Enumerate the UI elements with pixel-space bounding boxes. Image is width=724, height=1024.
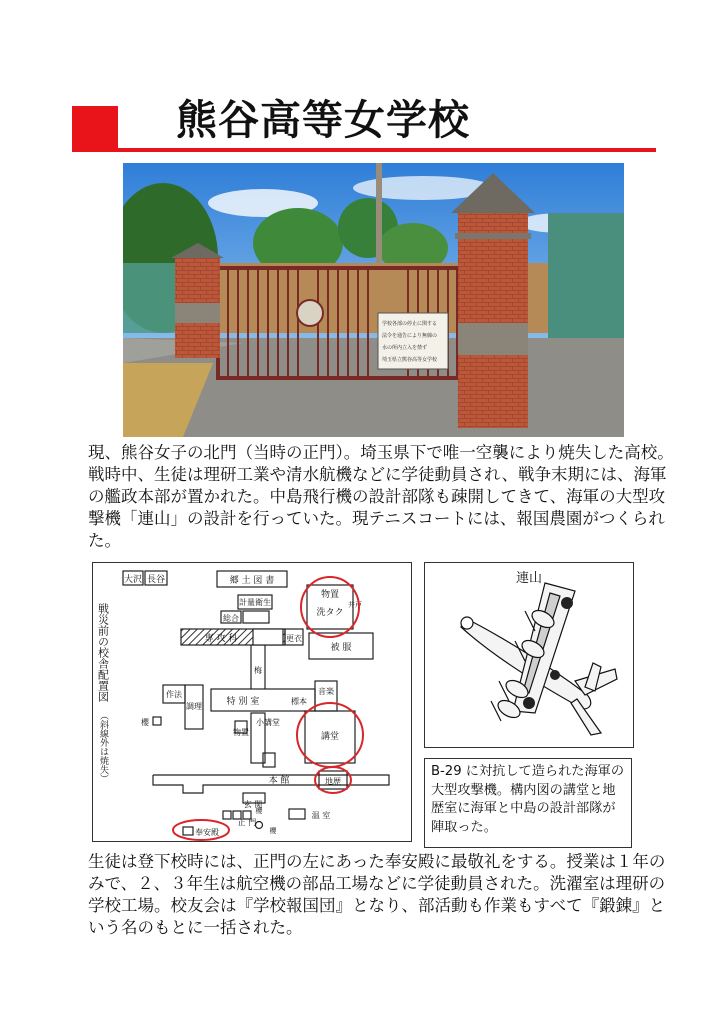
map-label-hyohon: 標本 — [291, 697, 307, 706]
campus-map-drawing — [93, 563, 411, 841]
intro-paragraph: 現、熊谷女子の北門（当時の正門）。埼玉県下で唯一空襲により焼失した高校。戦時中、生徒は理研工業や清水航機などに学徒動員され、戦争末期には、海軍の艦政本部が置かれた。中島飛行機の設計部隊も疎開してきて、海軍の大型攻撃機「連山」の設計を行っていた。現テニスコートには、報国農園がつくられた。 — [88, 443, 674, 550]
map-label-library: 郷 土 図 書 — [229, 576, 275, 586]
map-label-sakura-3: 櫻 — [269, 827, 277, 835]
map-label-ume: 梅 — [254, 666, 262, 675]
map-label-onshitsu: 温 室 — [311, 811, 331, 820]
map-label-monooki: 物置 — [320, 590, 340, 600]
map-vertical-note — [98, 711, 109, 783]
svg-text:（斜線外は焼失）: （斜線外は焼失） — [98, 711, 108, 783]
title-accent-block — [72, 106, 118, 152]
gate-sign-line-2: 法令を通告により無線の — [382, 333, 438, 339]
page-title: 熊谷高等女学校 — [176, 96, 470, 144]
map-label-sakura-1: 櫻 — [141, 718, 149, 727]
svg-text:戦災前の校舎配置図: 戦災前の校舎配置図 — [96, 603, 110, 702]
map-label-honkan: 本 館 — [268, 776, 290, 786]
closing-paragraph: 生徒は登下校時には、正門の左にあった奉安殿に最敬礼をする。授業は１年のみで、２、３年生は航空機の部品工場などに学徒動員された。洗濯室は理研の学校工場。校友会は『学校報国団』となり、部活動も作業もすべて『鍛錬』という名のもとに一括された。 — [88, 852, 666, 937]
campus-map — [92, 562, 412, 842]
map-label-sentaku: 洗タク — [316, 608, 344, 618]
map-label-senkoka: 専 攻 科 — [204, 634, 238, 644]
map-label-chori: 調理 — [186, 702, 202, 711]
renzan-illustration — [424, 562, 634, 748]
map-label-koui: 更衣 — [286, 634, 302, 643]
map-label-chireki: 地歴 — [325, 777, 341, 786]
map-label-koudou: 講堂 — [320, 732, 340, 742]
gate-sign-line-4: 埼玉県立熊谷高等女学校 — [382, 357, 438, 363]
map-label-butsuri: 物置 — [233, 728, 249, 737]
map-label-houanden: 奉安殿 — [195, 828, 219, 837]
map-label-sahou: 作法 — [166, 690, 182, 699]
renzan-caption: B-29 に対抗して造られた海軍の大型攻撃機。構内図の講堂と地歴室に海軍と中島の設計部隊が陣取った。 — [424, 758, 632, 848]
gate-photo — [123, 163, 624, 437]
map-label-ido: 井戸 — [348, 601, 362, 609]
map-label-osawa: 大沢 — [123, 575, 143, 585]
renzan-label: 連山 — [515, 571, 542, 586]
gate-sign-line-3: 水の所内立入を禁ず — [382, 345, 428, 351]
map-label-sogo: 総合 — [223, 614, 239, 623]
map-label-hifuku: 被 服 — [330, 643, 352, 653]
map-vertical-title — [97, 602, 110, 702]
map-label-seimon: 正 門 — [237, 818, 257, 827]
map-label-ongaku: 音楽 — [318, 687, 334, 696]
renzan-aircraft-drawing — [425, 563, 633, 747]
map-label-tokubetsushitsu: 特 別 室 — [226, 697, 260, 707]
gate-photo-illustration — [123, 163, 624, 437]
map-label-keiryo: 計量衛生 — [239, 598, 271, 607]
map-label-sakura-2: 櫻 — [255, 807, 263, 815]
map-label-shoukou: 小講堂 — [256, 718, 280, 727]
gate-sign-line-1: 学校各部の停止に関する — [382, 321, 438, 327]
map-label-hasegawa: 長谷 — [146, 575, 166, 585]
title-underline — [118, 148, 656, 152]
map-label-genkan: 玄 関 — [243, 800, 263, 809]
